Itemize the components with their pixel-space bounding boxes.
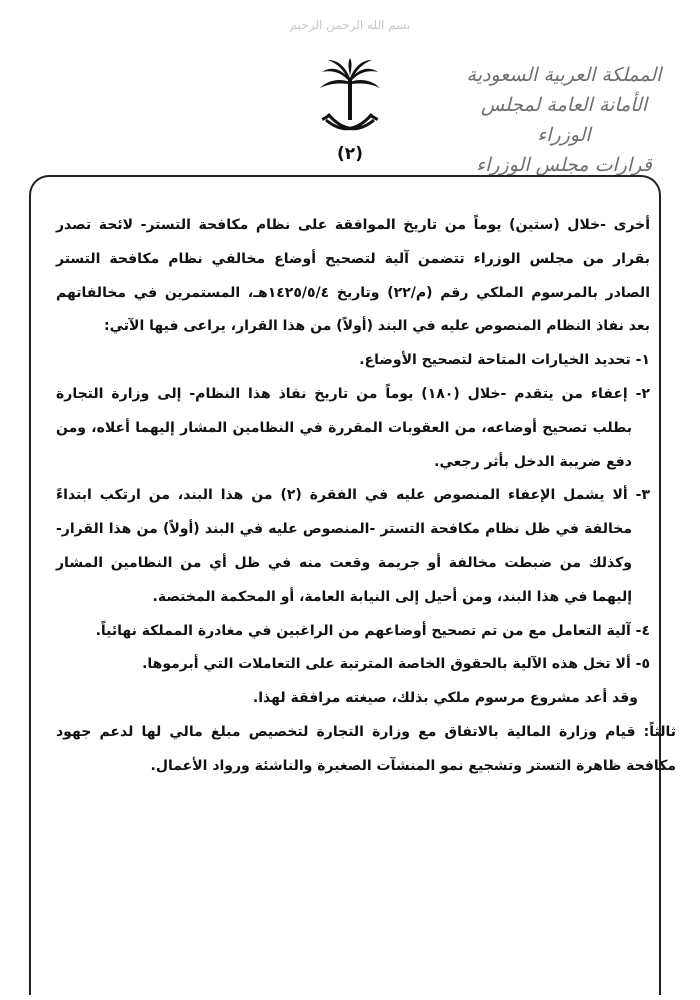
list-item-3: ٣- ألا يشمل الإعفاء المنصوص عليه في الفقرة (٢) من هذا البند، من ارتكب ابتداءً مخالفة في ظل نظام مكافحة التستر -المنصوص عليه في البند (أولاً) من هذا القرار- وكذلك من ضبطت مخالفة أو جريمة وقعت منه في ظل أي من النظامين المشار إليهما في هذا البند، ومن أحيل إلى النيابة العامة، أو المحكمة المختصة. bbox=[56, 487, 650, 605]
list-item-2: ٢- إعفاء من يتقدم -خلال (١٨٠) يوماً من تاريخ نفاذ هذا النظام- إلى وزارة التجارة بطلب تصحيح أوضاعه، من العقوبات المقررة في النظامين المشار إليهما أعلاه، ومن دفع ضريبة الدخل بأثر رجعي. bbox=[56, 385, 650, 470]
document-body bbox=[56, 209, 676, 784]
header-kingdom-title: المملكة العربية السعودية bbox=[466, 64, 662, 86]
third-clause-paragraph: ثالثاً: قيام وزارة المالية بالاتفاق مع وزارة التجارة لتخصيص مبلغ مالي لها لدعم جهود مكافحة ظاهرة التستر وتشجيع نمو المنشآت الصغيرة والناشئة ورواد الأعمال. bbox=[56, 723, 676, 774]
list-item-5: ٥- ألا تخل هذه الآلية بالحقوق الخاصة المترتبة على التعاملات التي أبرموها. bbox=[142, 656, 650, 673]
header-decisions-title: قرارات مجلس الوزراء bbox=[476, 154, 652, 176]
bismillah-header: بسم الله الرحمن الرحيم bbox=[289, 18, 411, 32]
list-item-4: ٤- آلية التعامل مع من تم تصحيح أوضاعهم من الراغبين في مغادرة المملكة نهائياً. bbox=[95, 622, 650, 639]
draft-decree-note: وقد أعد مشروع مرسوم ملكي بذلك، صيغته مرافقة لهذا. bbox=[252, 690, 638, 707]
header-title-block bbox=[464, 60, 664, 180]
list-item-1: ١- تحديد الخيارات المتاحة لتصحيح الأوضاع. bbox=[359, 352, 650, 369]
intro-paragraph: أخرى -خلال (ستين) يوماً من تاريخ الموافقة على نظام مكافحة التستر- لائحة تصدر بقرار من مجلس الوزراء تتضمن آلية لتصحيح أوضاع مخالفي نظام مكافحة التستر الصادر بالمرسوم الملكي رقم (م/٢٢) وتاريخ ١٤٢٥/٥/٤هـ، المستمرين في مخالفاتهم بعد نفاذ النظام المنصوص عليه في البند (أولاً) من هذا القرار، يراعى فيها الآتي: bbox=[56, 217, 650, 335]
page-number: (٢) bbox=[337, 144, 363, 164]
header-secretariat-title: الأمانة العامة لمجلس الوزراء bbox=[480, 94, 648, 146]
saudi-emblem-icon bbox=[318, 58, 382, 142]
